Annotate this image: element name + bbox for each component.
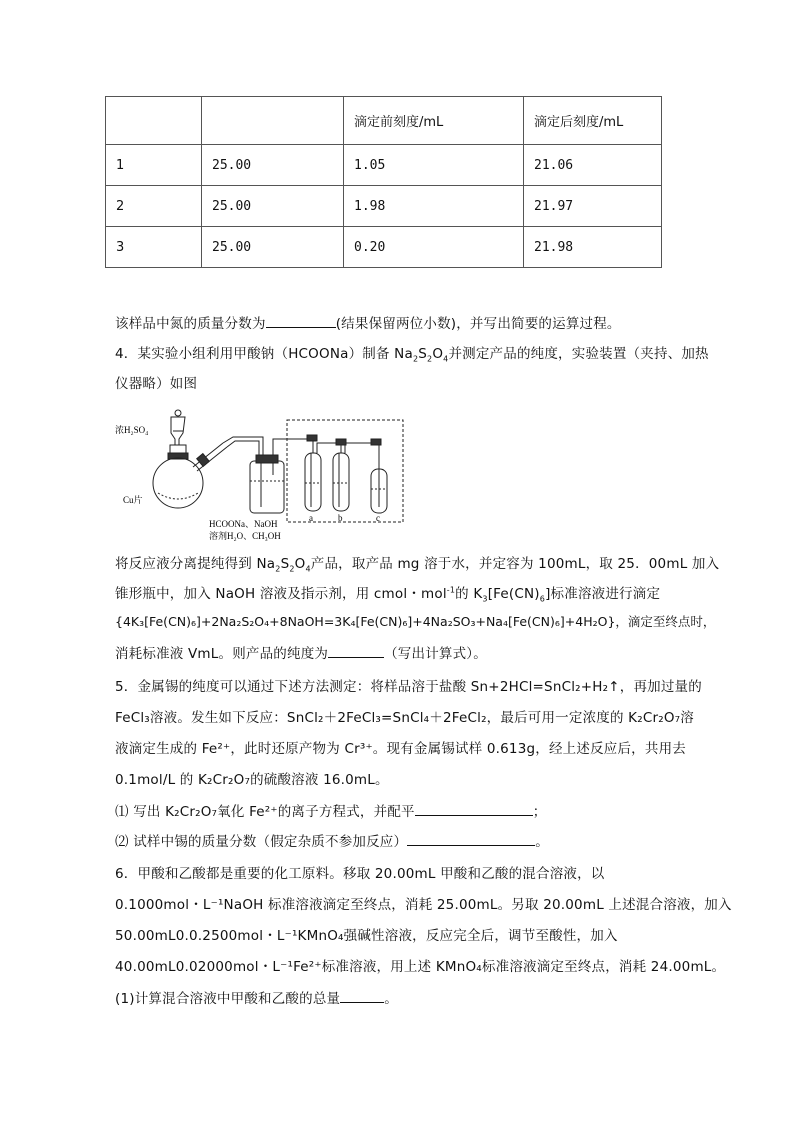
table-cell: 25.00 (202, 227, 344, 268)
q5-text: ； (532, 804, 547, 820)
answer-blank[interactable] (407, 833, 535, 846)
table-row (106, 186, 662, 227)
q4-text: 锥形瓶中，加入 NaOH 溶液及指示剂，用 cmol・mol (115, 586, 447, 602)
q5-text: 。 (535, 834, 549, 850)
answer-blank[interactable] (340, 990, 384, 1003)
table-cell: 21.06 (524, 145, 662, 186)
q4-line-4 (115, 582, 660, 604)
subscript: 2 (427, 354, 433, 364)
q4-text: 的 K (455, 586, 483, 602)
q4-text: （写出计算式）。 (384, 646, 487, 662)
answer-blank[interactable] (328, 645, 384, 658)
q5-line-1: 5．金属锡的纯度可以通过下述方法测定：将样品溶于盐酸 Sn+2HCl=SnCl₂+H₂↑，再加过量的 (115, 679, 702, 695)
table-cell: 1.05 (344, 145, 524, 186)
table-row (106, 227, 662, 268)
table-cell: 0.20 (344, 227, 524, 268)
q4-text: 将反应液分离提纯得到 Na (115, 556, 276, 572)
q5-line-3: 液滴定生成的 Fe²⁺，此时还原产物为 Cr³⁺。现有金属锡试样 0.613g，经上述反应后，共用去 (115, 741, 686, 757)
superscript: -1 (446, 585, 456, 595)
table-cell: 21.97 (524, 186, 662, 227)
table-cell: 25.00 (202, 145, 344, 186)
table-cell: 1.98 (344, 186, 524, 227)
fig-label: a (309, 513, 313, 523)
q3-text: (结果保留两位小数)，并写出简要的运算过程。 (335, 316, 621, 332)
q4-text: [Fe(CN) (487, 586, 540, 602)
q4-line-3: 将反应液分离提纯得到 $Na_2S_2O_4$产品，取产品 mg 溶于水，并定容为 100mL，取 25．00mL 加入 (115, 556, 720, 574)
q4-text: 消耗标准液 VmL。则产品的纯度为 (115, 646, 329, 662)
subscript: 3 (482, 594, 488, 604)
q4-line-1: 4．某实验小组利用甲酸钠（HCOONa）制备 $Na_2S_2O_4$并测定产品的纯度，实验装置（夹持、加热 (115, 346, 709, 364)
subscript: 2 (412, 354, 419, 364)
table-cell: 3 (106, 227, 202, 268)
answer-blank[interactable] (415, 803, 533, 816)
fig-label: 浓H₂SO₄ (115, 425, 149, 435)
q4-text: 4．某实验小组利用甲酸钠（HCOONa）制备 Na (115, 346, 413, 362)
table-header-cell: 滴定后刻度/mL (524, 97, 662, 145)
q6-sub-1 (115, 987, 398, 1007)
fig-label: c (376, 513, 380, 523)
fig-label: b (338, 513, 343, 523)
q5-sub-2 (115, 830, 549, 850)
apparatus-diagram (113, 403, 413, 543)
q6-line-3: 50.00mL0.0.2500mol・L⁻¹KMnO₄强碱性溶液，反应完全后，调节至酸性，加入 (115, 928, 618, 944)
q6-text: (1)计算混合溶液中甲酸和乙酸的总量 (115, 991, 341, 1007)
table-cell: 21.98 (524, 227, 662, 268)
answer-blank[interactable] (266, 315, 336, 328)
q3-text: 该样品中氮的质量分数为 (115, 316, 266, 332)
table-header-cell: 滴定前刻度/mL (344, 97, 524, 145)
table-cell: 2 (106, 186, 202, 227)
q3-result-line (115, 312, 621, 332)
subscript: 6 (539, 594, 546, 604)
q4-line-5: {4K₃[Fe(CN)₆]+2Na₂S₂O₄+8NaOH=3K₄[Fe(CN)₆]+4Na₂SO₃+Na₄[Fe(CN)₆]+4H₂O}，滴定至终点时， (115, 614, 716, 629)
table-cell: 1 (106, 145, 202, 186)
q4-text: O (432, 346, 444, 362)
q4-text: ]标准溶液进行滴定 (545, 586, 661, 602)
table-cell: 25.00 (202, 186, 344, 227)
q5-line-2: FeCl₃溶液。发生如下反应：SnCl₂＋2FeCl₃=SnCl₄＋2FeCl₂，最后可用一定浓度的 K₂Cr₂O₇溶 (115, 710, 694, 726)
q4-line-6 (115, 642, 487, 662)
q6-line-2: 0.1000mol・L⁻¹NaOH 标准溶液滴定至终点，消耗 25.00mL。另取 20.00mL 上述混合溶液，加入 (115, 897, 732, 913)
q6-text: 。 (384, 991, 398, 1007)
q5-line-4: 0.1mol/L 的 K₂Cr₂O₇的硫酸溶液 16.0mL。 (115, 772, 389, 788)
fig-label: Cu片 (123, 495, 143, 505)
q4-line-2: 仪器略）如图 (115, 376, 198, 392)
q6-line-4: 40.00mL0.02000mol・L⁻¹Fe²⁺标准溶液，用上述 KMnO₄标准溶液滴定至终点，消耗 24.00mL。 (115, 959, 726, 975)
q5-text: ⑵ 试样中锡的质量分数（假定杂质不参加反应） (115, 834, 408, 850)
subscript: 2 (275, 564, 281, 574)
titration-table (105, 96, 662, 268)
q4-text: O (294, 556, 306, 572)
subscript: 4 (305, 564, 311, 574)
q4-text: 产品，取产品 mg 溶于水，并定容为 100mL，取 25．00mL 加入 (310, 556, 720, 572)
fig-label: 溶剂H₂O、CH₃OH (209, 531, 281, 541)
subscript: 4 (443, 354, 449, 364)
q4-text: 并测定产品的纯度，实验装置（夹持、加热 (448, 346, 709, 362)
subscript: 2 (289, 564, 295, 574)
table-header-cell (106, 97, 202, 145)
table-header-cell (202, 97, 344, 145)
q5-text: ⑴ 写出 K₂Cr₂O₇氧化 Fe²⁺的离子方程式，并配平 (115, 804, 415, 820)
q6-line-1: 6．甲酸和乙酸都是重要的化工原料。移取 20.00mL 甲酸和乙酸的混合溶液，以 (115, 866, 605, 882)
fig-label: HCOONa、NaOH (209, 519, 278, 529)
table-row (106, 145, 662, 186)
table-header-row (106, 97, 662, 145)
q5-sub-1 (115, 800, 546, 820)
